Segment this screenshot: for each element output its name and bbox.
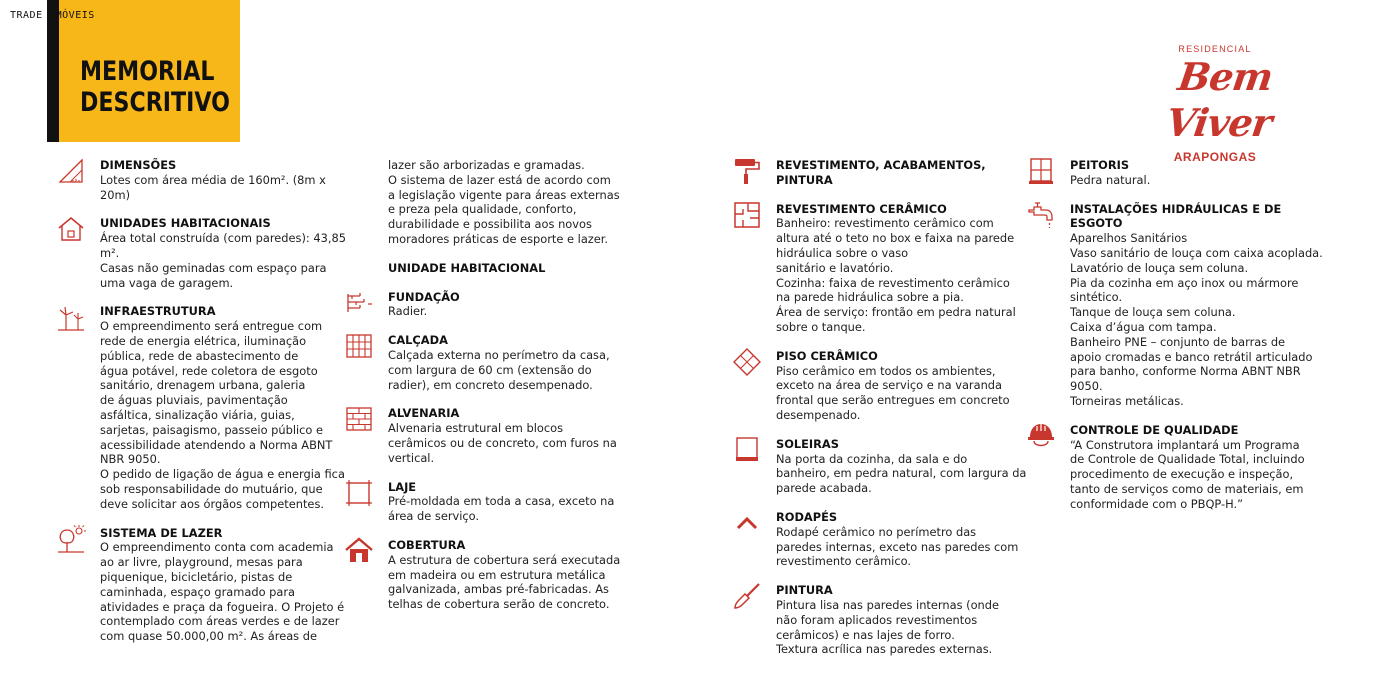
column-4 [1026,158,1331,526]
roof-house-icon [344,536,374,566]
section-body: Alvenaria estrutural em blocos cerâmicos ou de concreto, com furos na vertical. [388,421,617,465]
column-1 [56,158,346,658]
section-revestimento-ceramico [732,202,1032,335]
section-body: O empreendimento será entregue com rede de energia elétrica, iluminação pública, rede de abastecimento de água potável, rede coletora de esgoto sanitário, drenagem urbana, galeria de águas pluviais, pavimentação asfáltica, sinalização viária, guias, sarjetas, paisagismo, passeio público e acessibilidade atendendo a Norma ABNT NBR 9050. O pedido de ligação de água e energia fica sob responsabilidade do mutuário, que deve solicitar aos órgãos competentes. [100,319,345,511]
leisure-continued: lazer são arborizadas e gramadas. O sistema de lazer está de acordo com a legislação vigente para áreas externas e preza pela qualidade, conforto, durabilidade e possibilita aos novos moradores práticas de esporte e lazer. [388,158,620,246]
section-heading: DIMENSÕES [100,158,177,172]
section-heading: COBERTURA [388,537,466,552]
paint-roller-icon [732,156,762,186]
subsection-title: UNIDADE HABITACIONAL [388,260,546,275]
section-body: Rodapé cerâmico no perímetro das paredes internas, exceto nas paredes com revestimento cerâmico. [776,524,1019,569]
hard-hat-icon [1026,421,1056,451]
section-revestimento-acabamentos-pintura [732,158,1032,188]
page-title: MEMORIAL DESCRITIVO [80,56,230,118]
section-body: Radier. [388,304,428,319]
section-controle-de-qualidade [1026,423,1331,512]
section-body: Pré-moldada em toda a casa, exceto na área de serviço. [388,494,615,524]
section-heading: INFRAESTRUTURA [100,304,216,319]
section-body: Piso cerâmico em todos os ambientes, exceto na área de serviço e na varanda frontal que serão entregues em concreto desempenado. [776,363,1010,422]
section-body: Na porta da cozinha, da sala e do banheiro, em pedra natural, com largura da parede acabada. [776,451,1027,496]
slab-frame-icon [344,478,374,508]
section-body: A estrutura de cobertura será executada em madeira ou em estrutura metálica galvanizada, ambas pré-fabricadas. As telhas de cobertura serão de concreto. [388,552,621,612]
bricks-icon [344,404,374,434]
section-body: O empreendimento conta com academia ao ar livre, playground, mesas para piquenique, bicicletário, pistas de caminhada, espaço gramado para atividades e praça da fogueira. O Projeto é contemplado com áreas verdes e de lazer com quase 50.000,00 m². As áreas de [100,540,345,644]
section-heading: CONTROLE DE QUALIDADE [1070,422,1239,437]
section-heading: SISTEMA DE LAZER [100,525,223,540]
section-cobertura [344,538,624,612]
wind-turbine-icon [56,302,86,332]
section-sistema-de-lazer [56,526,346,644]
section-heading: PISO CERÂMICO [776,348,878,363]
section-infraestrutura [56,304,346,511]
section-heading: PINTURA [776,583,833,598]
section-rodapes [732,510,1032,569]
section-body: Pintura lisa nas paredes internas (onde não foram aplicados revestimentos cerâmicos) e nas lajes de forro. Textura acrílica nas paredes externas. [776,597,1000,657]
logo-name: Bem Viver [1163,54,1276,145]
section-pintura [732,583,1032,657]
paintbrush-icon [732,581,762,611]
section-heading: REVESTIMENTO CERÂMICO [776,201,947,216]
section-body: Calçada externa no perímetro da casa, com largura de 60 cm (extensão do radier), em concreto desempenado. [388,347,610,392]
section-heading: SOLEIRAS [776,436,839,451]
threshold-icon [732,435,762,465]
column-3 [732,158,1032,671]
section-body: Banheiro: revestimento cerâmico com altura até o teto no box e faixa na parede hidráulica sobre o vaso sanitário e lavatório. Cozinha: faixa de revestimento cerâmico na parede hidráulica sobre a pia. Área de serviço: frontão em pedra natural sobre o tanque. [776,216,1016,334]
section-heading: PEITORIS [1070,158,1130,172]
house-icon [56,214,86,244]
section-unidades-habitacionais [56,216,346,290]
residencial-logo [1122,44,1322,164]
section-heading: FUNDAÇÃO [388,289,460,304]
section-heading: CALÇADA [388,333,448,348]
section-soleiras [732,437,1032,496]
logo-city: ARAPONGAS [1173,150,1257,164]
section-piso-ceramico [732,349,1032,423]
column-2 [344,158,624,626]
section-heading: RODAPÉS [776,509,838,524]
section-alvenaria [344,406,624,465]
window-sill-icon [1026,156,1056,186]
watermark: TRADE IMÓVEIS [10,10,95,21]
title-accent-bar [47,0,59,142]
section-heading: UNIDADES HABITACIONAIS [100,216,271,231]
section-instalacoes-hidraulicas-e-de-esgoto [1026,202,1331,409]
logo-top: RESIDENCIAL [1178,44,1252,54]
foundation-icon [344,288,374,318]
title-block [47,0,240,142]
section-fundacao [344,290,624,320]
section-laje [344,480,624,524]
tree-sun-icon [56,524,86,554]
section-body: “A Construtora implantará um Programa de Controle de Qualidade Total, incluindo procedimento de execução e inspeção, tanto de serviços como de materiais, em conformidade com o PBQP-H.” [1070,437,1305,511]
floor-plan-icon [732,200,762,230]
section-heading: LAJE [388,479,417,494]
section-body: Área total construída (com paredes): 43,85 m². Casas não geminadas com espaço para uma vaga de garagem. [100,231,346,290]
section-body: Pedra natural. [1070,172,1151,187]
diamond-tile-icon [732,347,762,377]
section-body: Lotes com área média de 160m². (8m x 20m) [100,172,326,202]
faucet-icon [1026,200,1056,230]
ruler-triangle-icon [56,156,86,186]
section-peitoris [1026,158,1331,188]
section-dimensoes [56,158,346,202]
section-heading: ALVENARIA [388,406,460,421]
baseboard-chevron-icon [732,508,762,538]
section-heading: REVESTIMENTO, ACABAMENTOS, PINTURA [776,158,986,187]
section-heading: INSTALAÇÕES HIDRÁULICAS E DE ESGOTO [1070,201,1282,231]
section-calcada [344,333,624,392]
section-body: Aparelhos Sanitários Vaso sanitário de louça com caixa acoplada. Lavatório de louça sem coluna. Pia da cozinha em aço inox ou mármore sintético. Tanque de louça sem coluna. Caixa d’água com tampa. Banheiro PNE – conjunto de barras de apoio cromadas e banco retrátil articulado para banho, conforme Norma ABNT NBR 9050. Torneiras metálicas. [1070,231,1323,408]
sidewalk-grid-icon [344,331,374,361]
